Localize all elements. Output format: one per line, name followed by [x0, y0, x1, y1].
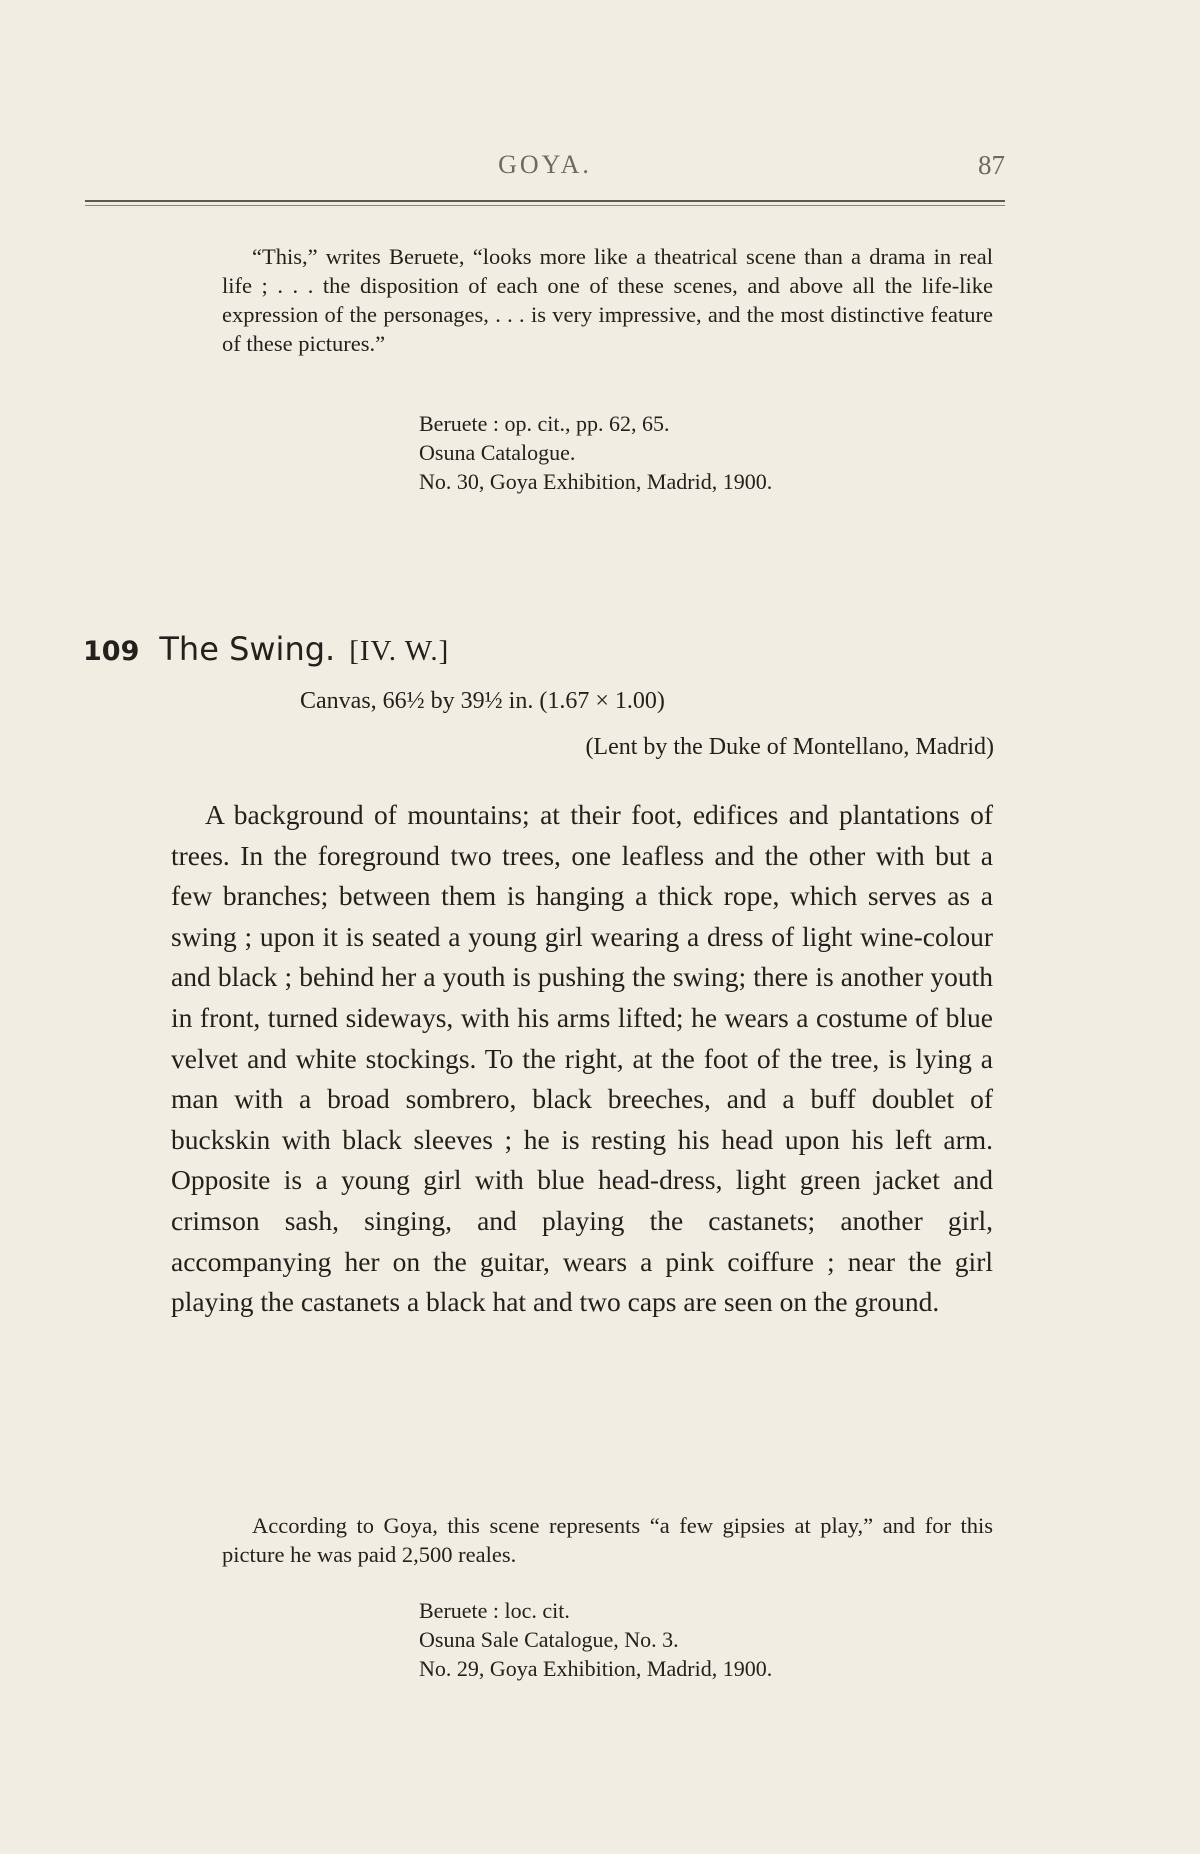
reference-line: Osuna Catalogue.	[419, 440, 576, 465]
reference-line: No. 30, Goya Exhibition, Madrid, 1900.	[419, 469, 773, 494]
header-rule-thin	[85, 205, 1005, 206]
page-header	[85, 150, 1005, 204]
page-number: 87	[978, 150, 1005, 180]
entry-collection: [IV. W.]	[349, 635, 450, 667]
reference-line: Beruete : op. cit., pp. 62, 65.	[419, 411, 670, 436]
reference-line: Beruete : loc. cit.	[419, 1598, 570, 1623]
entry-description: A background of mountains; at their foot, edifices and plantations of trees. In the foreground two trees, one leafless and the other with but a few branches; between them is hanging a thick rope, which serves as a swing ; upon it is seated a young girl wearing a dress of light wine-colour and black ; behind her a youth is pushing the swing; there is another youth in front, turned sideways, with his arms lifted; he wears a costume of blue velvet and white stockings. To the right, at the foot of the tree, is lying a man with a broad sombrero, black breeches, and a buff doublet of buckskin with black sleeves ; he is resting his head upon his left arm. Opposite is a young girl with blue head-dress, light green jacket and crimson sash, singing, and playing the castanets; another girl, accompanying her on the guitar, wears a pink coiffure ; near the girl playing the castanets a black hat and two caps are seen on the ground.	[171, 799, 993, 1318]
references-top	[419, 409, 772, 496]
canvas-dimensions: Canvas, 66½ by 39½ in. (1.67 × 1.00)	[300, 688, 665, 714]
entry-number: 109	[83, 636, 140, 667]
beruete-quote: “This,” writes Beruete, “looks more like a theatrical scene than a drama in real life ; . . . the disposition of each one of these scenes, and above all the life-like expression of the personages, . . . is very impressive, and the most distinctive feature of these pictures.”	[222, 244, 993, 356]
entry-title: The Swing.	[159, 630, 336, 668]
entry-note: According to Goya, this scene represents “a few gipsies at play,” and for this picture he was paid 2,500 reales.	[222, 1513, 993, 1567]
header-rule	[85, 200, 1005, 202]
entry-heading	[83, 630, 449, 668]
reference-line: Osuna Sale Catalogue, No. 3.	[419, 1627, 679, 1652]
references-bottom	[419, 1596, 772, 1683]
lender-credit: (Lent by the Duke of Montellano, Madrid)	[585, 734, 994, 760]
running-title: GOYA.	[498, 150, 592, 179]
reference-line: No. 29, Goya Exhibition, Madrid, 1900.	[419, 1656, 773, 1681]
